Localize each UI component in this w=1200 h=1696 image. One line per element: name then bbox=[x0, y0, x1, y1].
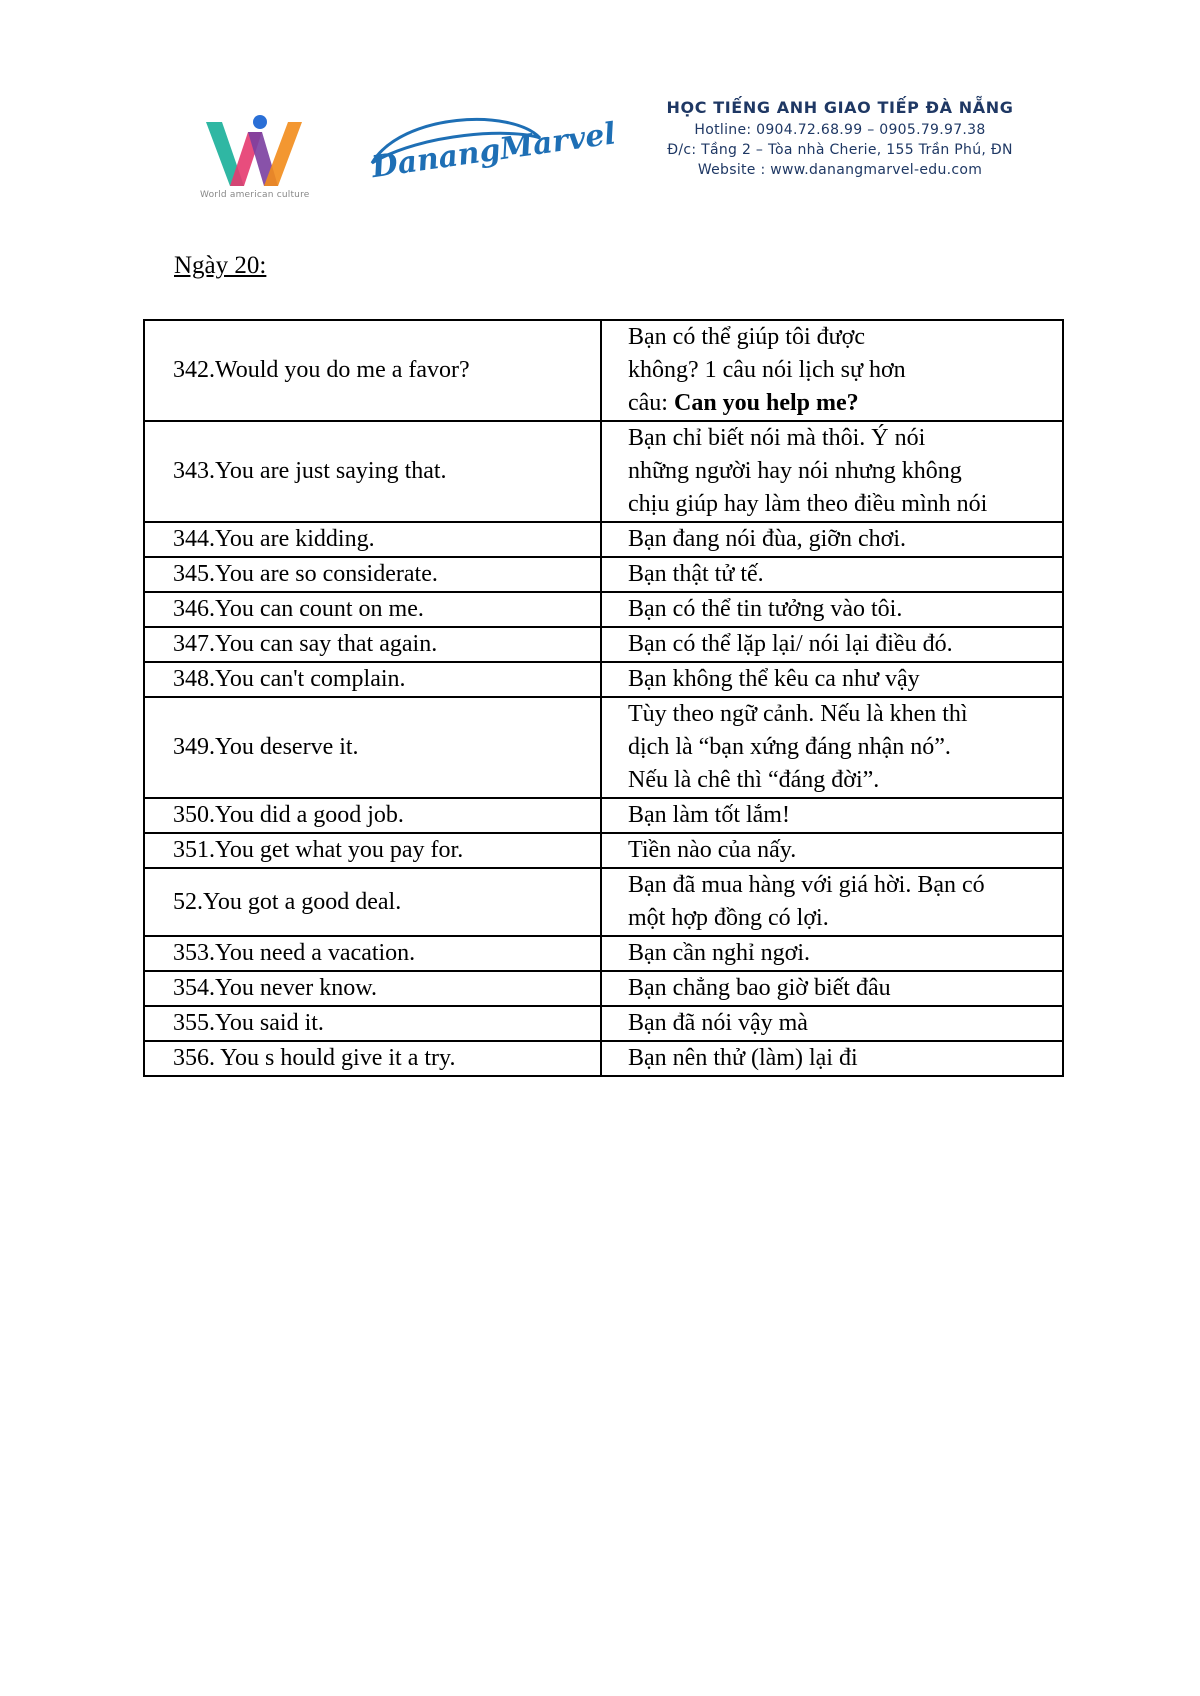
table-row bbox=[144, 798, 1063, 833]
hotline: Hotline: 0904.72.68.99 – 0905.79.97.38 bbox=[694, 122, 986, 138]
website: Website : www.danangmarvel-edu.com bbox=[697, 162, 983, 178]
vietnamese-translation bbox=[601, 522, 1063, 557]
table-row bbox=[144, 592, 1063, 627]
english-phrase: 343.You are just saying that. bbox=[144, 421, 601, 522]
translation-line: Tiền nào của nấy. bbox=[628, 837, 797, 863]
translation-line: Bạn không thể kêu ca như vậy bbox=[628, 666, 920, 692]
translation-line: Bạn cần nghỉ ngơi. bbox=[628, 940, 810, 966]
english-phrase: 347.You can say that again. bbox=[144, 627, 601, 662]
vietnamese-translation bbox=[601, 627, 1063, 662]
table-row bbox=[144, 1006, 1063, 1041]
vietnamese-translation bbox=[601, 1006, 1063, 1041]
english-phrase: 342.Would you do me a favor? bbox=[144, 320, 601, 421]
vietnamese-translation bbox=[601, 1041, 1063, 1076]
english-phrase: 346.You can count on me. bbox=[144, 592, 601, 627]
translation-line: Bạn có thể giúp tôi được bbox=[628, 324, 865, 350]
vietnamese-translation bbox=[601, 833, 1063, 868]
danang-marvel-logo bbox=[362, 108, 618, 188]
translation-line: Bạn đã nói vậy mà bbox=[628, 1010, 808, 1036]
example-phrase: Can you help me? bbox=[673, 390, 859, 416]
vietnamese-translation bbox=[601, 320, 1063, 421]
translation-line: Bạn có thể lặp lại/ nói lại điều đó. bbox=[628, 631, 953, 657]
table-row bbox=[144, 320, 1063, 421]
table-row bbox=[144, 627, 1063, 662]
phrase-table bbox=[143, 319, 1064, 1077]
table-row bbox=[144, 522, 1063, 557]
vietnamese-translation bbox=[601, 971, 1063, 1006]
translation-line: những người hay nói nhưng không bbox=[628, 458, 962, 484]
table-row bbox=[144, 557, 1063, 592]
translation-line: một hợp đồng có lợi. bbox=[628, 905, 829, 931]
translation-line: Bạn làm tốt lắm! bbox=[628, 802, 790, 828]
table-row bbox=[144, 1041, 1063, 1076]
english-phrase: 350.You did a good job. bbox=[144, 798, 601, 833]
english-phrase: 351.You get what you pay for. bbox=[144, 833, 601, 868]
english-phrase: 354.You never know. bbox=[144, 971, 601, 1006]
english-phrase: 355.You said it. bbox=[144, 1006, 601, 1041]
vietnamese-translation bbox=[601, 662, 1063, 697]
translation-prefix: câu: bbox=[628, 390, 674, 416]
address: Đ/c: Tầng 2 – Tòa nhà Cherie, 155 Trần Phú, ĐN bbox=[667, 142, 1013, 158]
translation-line: Bạn thật tử tế. bbox=[628, 561, 764, 587]
logo-caption: World american culture bbox=[200, 190, 310, 200]
table-row bbox=[144, 697, 1063, 798]
vietnamese-translation bbox=[601, 868, 1063, 936]
translation-line: Bạn có thể tin tưởng vào tôi. bbox=[628, 596, 903, 622]
translation-line: Bạn đang nói đùa, giỡn chơi. bbox=[628, 526, 907, 552]
vietnamese-translation bbox=[601, 421, 1063, 522]
translation-line: dịch là “bạn xứng đáng nhận nó”. bbox=[628, 734, 951, 760]
english-phrase: 349.You deserve it. bbox=[144, 697, 601, 798]
english-phrase: 345.You are so considerate. bbox=[144, 557, 601, 592]
translation-line: không? 1 câu nói lịch sự hơn bbox=[628, 357, 906, 383]
vietnamese-translation bbox=[601, 798, 1063, 833]
day-heading: Ngày 20: bbox=[174, 252, 267, 279]
header-info bbox=[630, 98, 1050, 180]
table-row bbox=[144, 662, 1063, 697]
vietnamese-translation bbox=[601, 936, 1063, 971]
translation-line: Bạn đã mua hàng với giá hời. Bạn có bbox=[628, 872, 985, 898]
english-phrase: 52.You got a good deal. bbox=[144, 868, 601, 936]
table-row bbox=[144, 833, 1063, 868]
english-phrase: 344.You are kidding. bbox=[144, 522, 601, 557]
table-row bbox=[144, 936, 1063, 971]
translation-line: Bạn nên thử (làm) lại đi bbox=[628, 1045, 858, 1071]
translation-line bbox=[628, 387, 1054, 420]
svg-text:DanangMarvel: DanangMarvel bbox=[369, 116, 618, 186]
translation-line: Nếu là chê thì “đáng đời”. bbox=[628, 767, 880, 793]
center-title: HỌC TIẾNG ANH GIAO TIẾP ĐÀ NẴNG bbox=[666, 98, 1014, 117]
table-row bbox=[144, 971, 1063, 1006]
translation-line: Bạn chẳng bao giờ biết đâu bbox=[628, 975, 891, 1001]
vietnamese-translation bbox=[601, 557, 1063, 592]
english-phrase: 356. You s hould give it a try. bbox=[144, 1041, 601, 1076]
table-row bbox=[144, 421, 1063, 522]
english-phrase: 348.You can't complain. bbox=[144, 662, 601, 697]
vietnamese-translation bbox=[601, 697, 1063, 798]
translation-line: Tùy theo ngữ cảnh. Nếu là khen thì bbox=[628, 701, 968, 727]
vietnamese-translation bbox=[601, 592, 1063, 627]
translation-line: chịu giúp hay làm theo điều mình nói bbox=[628, 491, 988, 517]
translation-line: Bạn chỉ biết nói mà thôi. Ý nói bbox=[628, 425, 926, 451]
english-phrase: 353.You need a vacation. bbox=[144, 936, 601, 971]
table-row bbox=[144, 868, 1063, 936]
